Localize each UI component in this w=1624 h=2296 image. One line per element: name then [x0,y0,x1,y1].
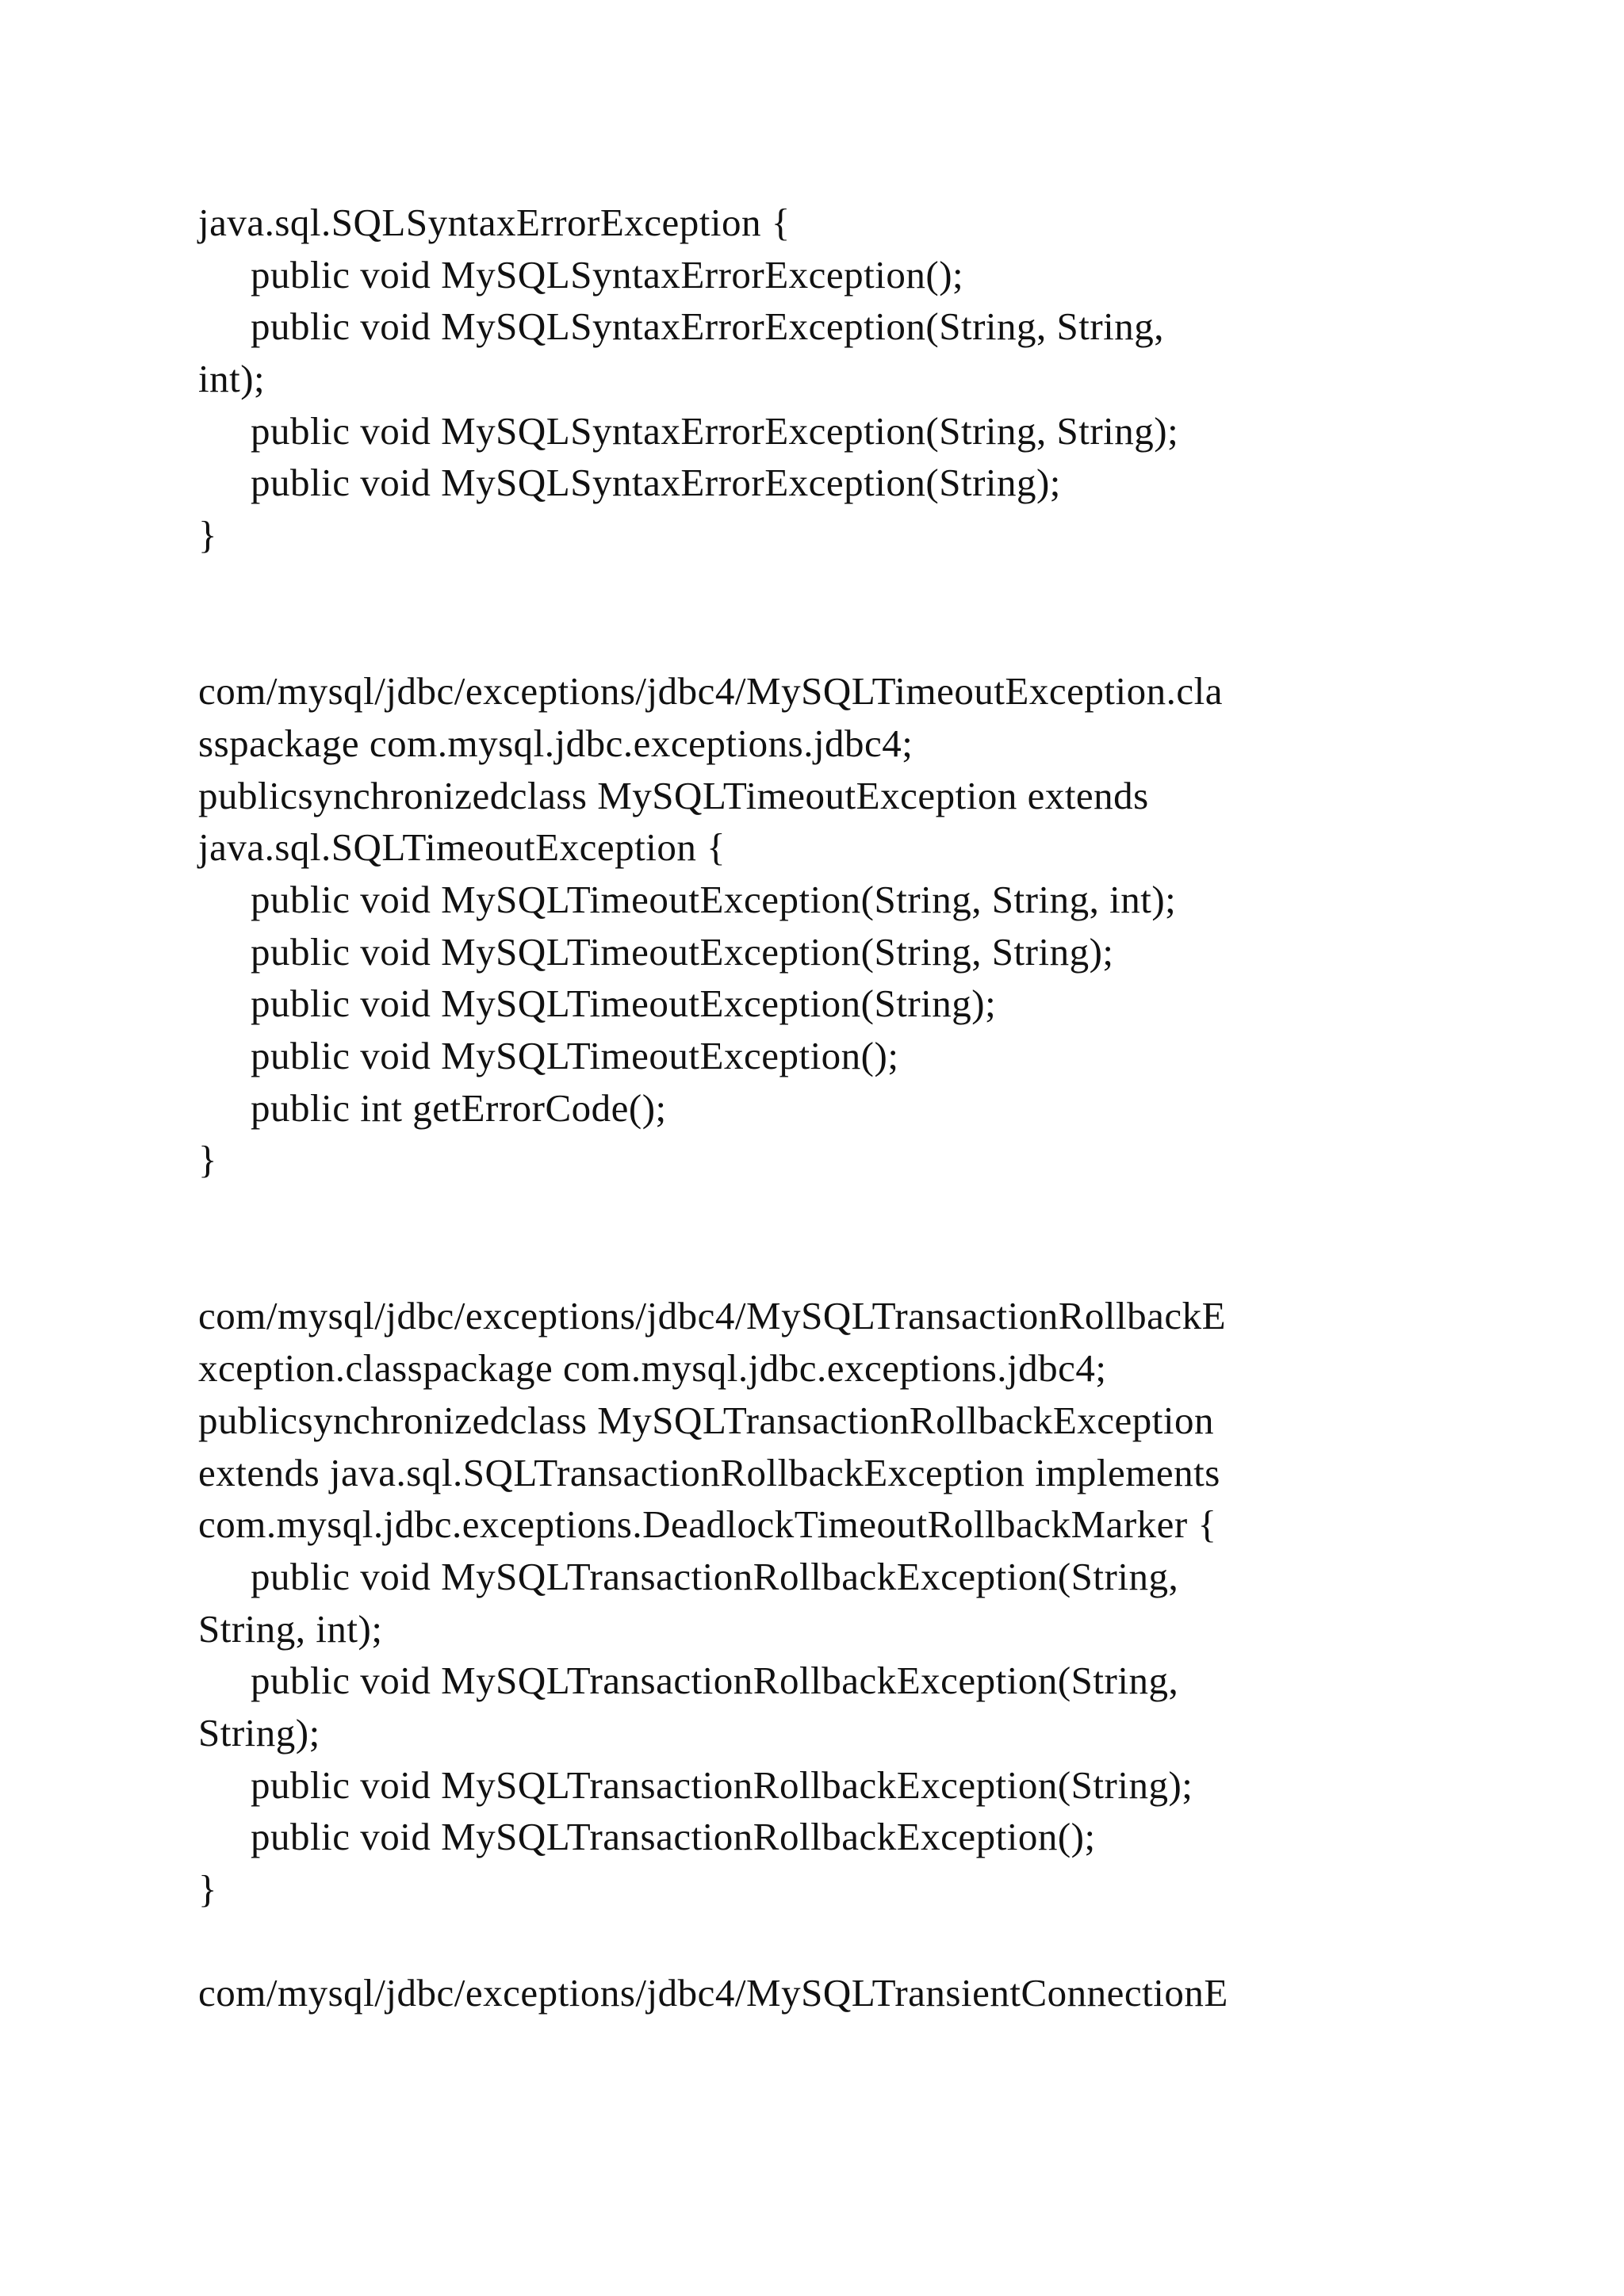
blank-line [198,561,1435,614]
blank-line [198,1915,1435,1968]
document-text-line: com/mysql/jdbc/exceptions/jdbc4/MySQLTransactionRollbackE [198,1294,1227,1338]
document-text-line: public void MySQLTransactionRollbackException(String, [251,1659,1179,1703]
document-text-line: xception.classpackage com.mysql.jdbc.exceptions.jdbc4; [198,1346,1107,1391]
document-text-line: public void MySQLSyntaxErrorException(); [251,252,964,297]
document-text-line: public void MySQLTransactionRollbackException(String, [251,1554,1179,1598]
document-text-line: com.mysql.jdbc.exceptions.DeadlockTimeoutRollbackMarker { [198,1502,1217,1547]
document-text-line: sspackage com.mysql.jdbc.exceptions.jdbc4; [198,721,914,765]
document-text-line: } [198,513,218,557]
blank-line [198,1186,1435,1238]
document-text-line: int); [198,357,266,401]
blank-line [198,614,1435,666]
document-text-line: java.sql.SQLTimeoutException { [198,825,726,870]
document-text-line: } [198,1138,218,1182]
document-text-line: java.sql.SQLSyntaxErrorException { [198,201,791,244]
document-text-line: public void MySQLTransactionRollbackException(); [251,1815,1096,1859]
document-text-line: String); [198,1710,320,1755]
document-text-line: extends java.sql.SQLTransactionRollbackException implements [198,1450,1220,1494]
document-body [198,197,1435,2019]
document-text-line: public void MySQLTimeoutException(String); [251,982,997,1026]
document-text-line: com/mysql/jdbc/exceptions/jdbc4/MySQLTimeoutException.cla [198,669,1223,714]
blank-line [198,1238,1435,1291]
document-text-line: } [198,1867,218,1911]
document-text-line: publicsynchronizedclass MySQLTimeoutException extends [198,773,1149,817]
document-text-line: public void MySQLTimeoutException(String, String, int); [251,877,1177,921]
document-text-line: com/mysql/jdbc/exceptions/jdbc4/MySQLTransientConnectionE [198,1971,1228,2015]
document-text-line: publicsynchronizedclass MySQLTransactionRollbackException [198,1398,1214,1442]
document-text-line: public void MySQLSyntaxErrorException(String, String); [251,408,1179,453]
document-text-line: public int getErrorCode(); [251,1085,667,1130]
document-text-line: String, int); [198,1606,383,1651]
document-text-line: public void MySQLTimeoutException(); [251,1034,899,1077]
document-text-line: public void MySQLTransactionRollbackException(String); [251,1762,1193,1807]
document-text-line: public void MySQLTimeoutException(String, String); [251,929,1114,974]
document-text-line: public void MySQLSyntaxErrorException(String); [251,461,1061,505]
document-text-line: public void MySQLSyntaxErrorException(String, String, [251,304,1165,349]
